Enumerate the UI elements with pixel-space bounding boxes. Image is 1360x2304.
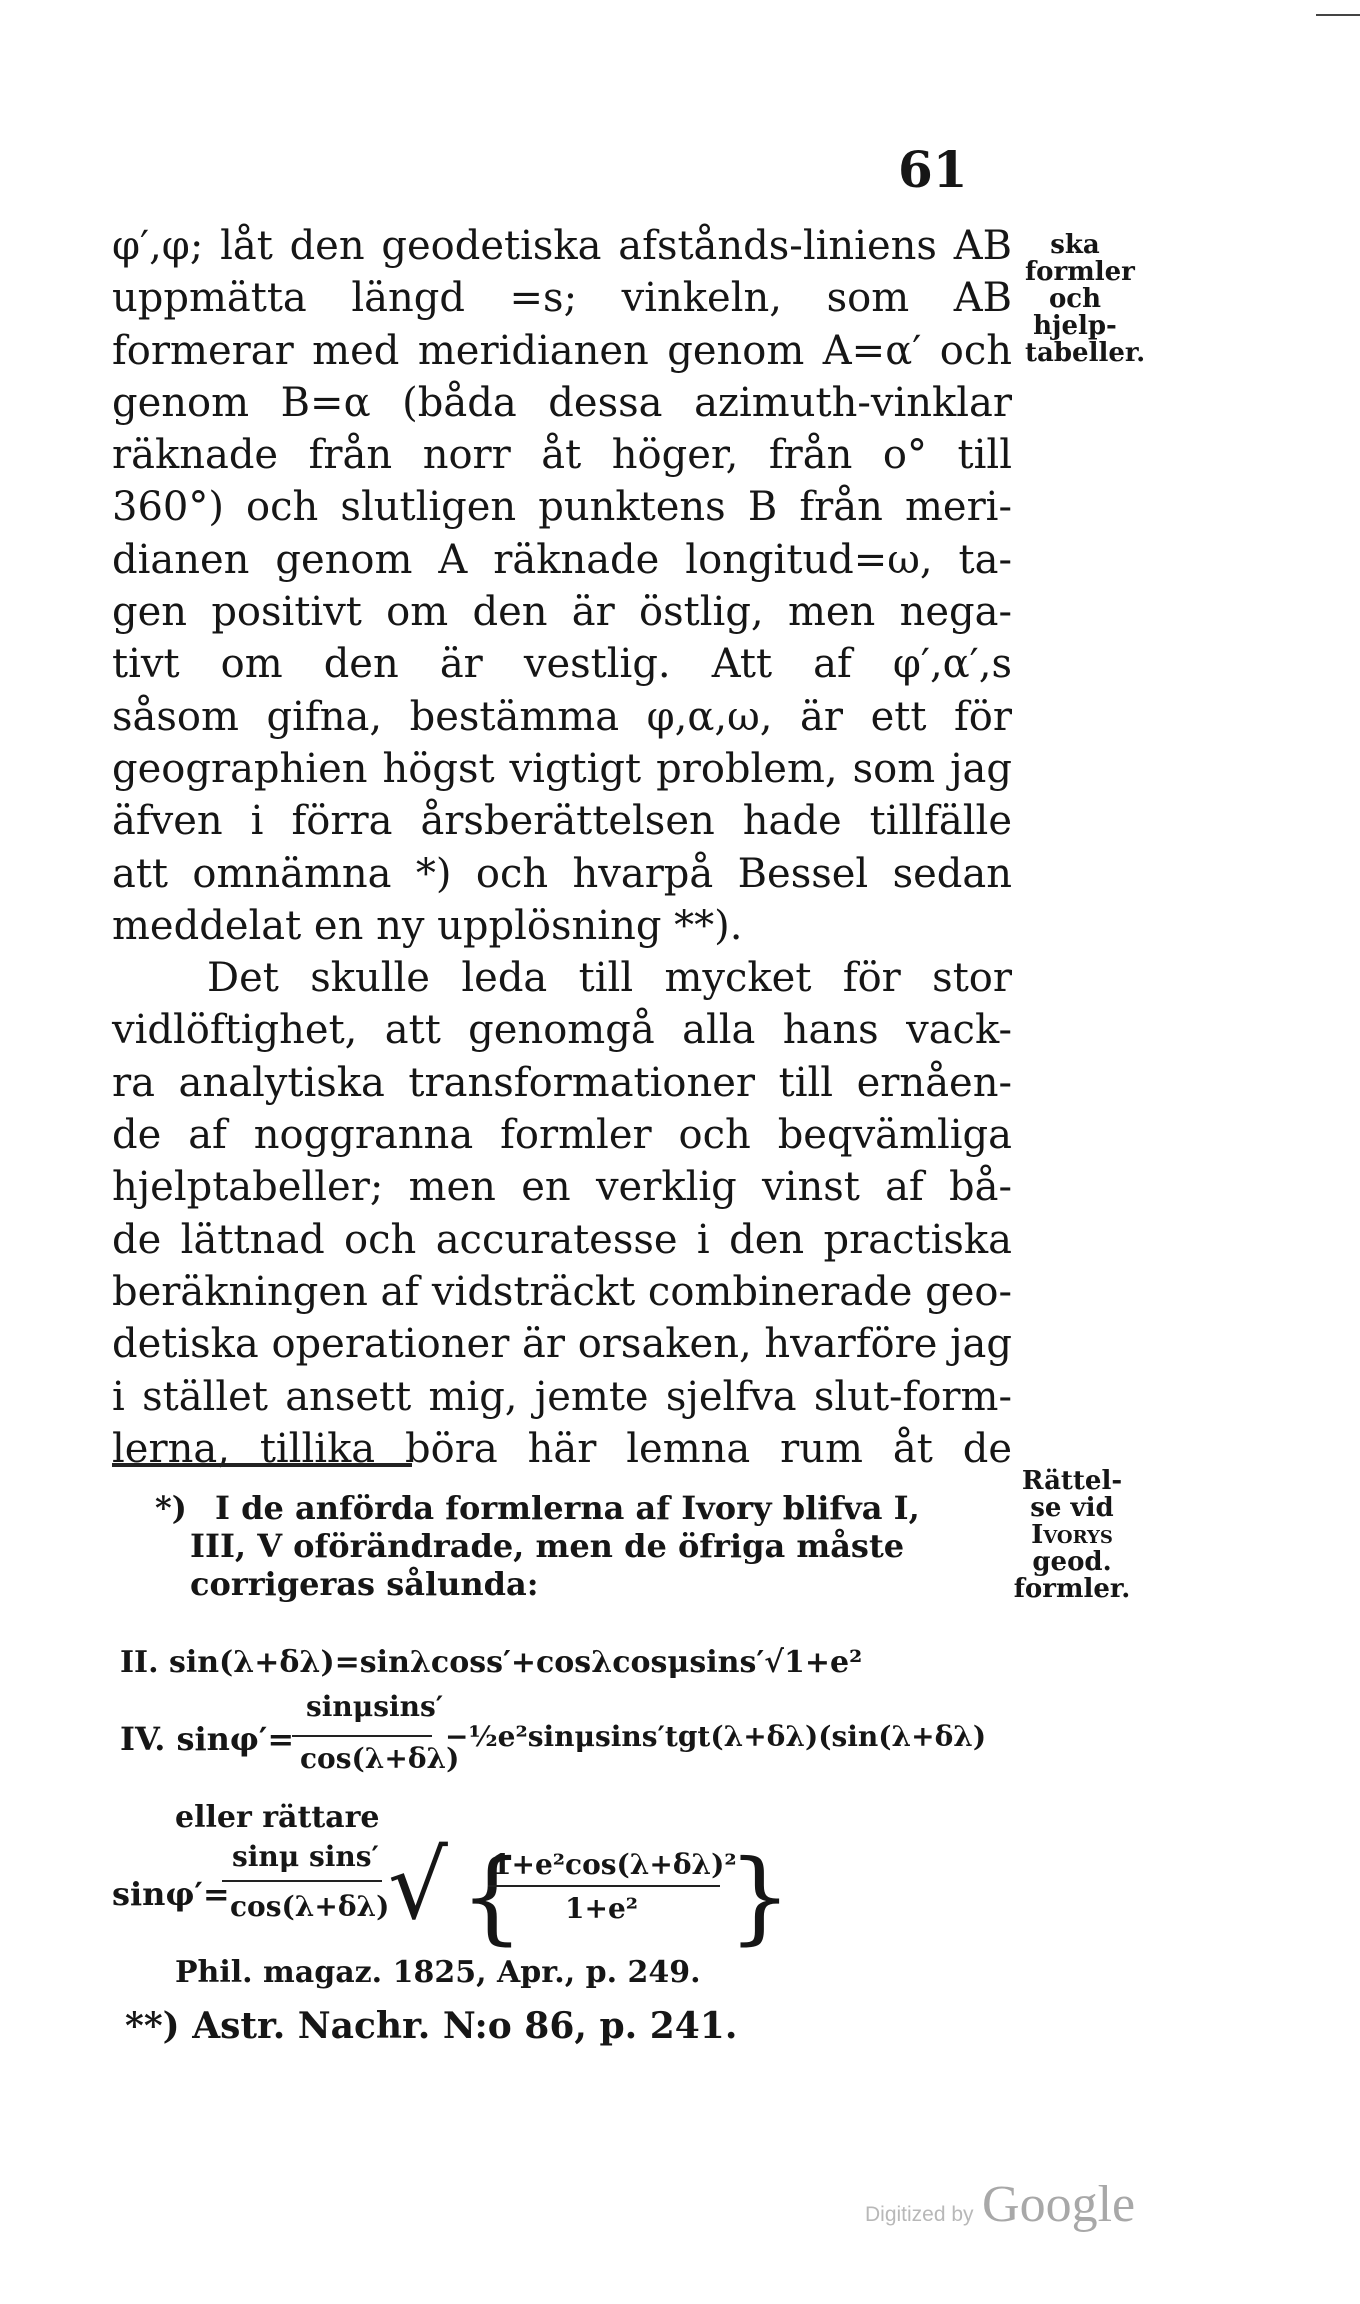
page-edge-line xyxy=(1316,14,1360,16)
footnote-line-text: corrigeras sålunda: xyxy=(190,1565,539,1603)
fraction-bar xyxy=(222,1880,382,1882)
body-line: detiska operationer är orsaken, hvarföre jag xyxy=(112,1321,1012,1368)
margin-note-line: tabeller. xyxy=(1025,338,1146,368)
body-text xyxy=(112,220,1012,1475)
formula-brace-numerator: 1+e²cos(λ+δλ)² xyxy=(492,1848,737,1881)
margin-note-line: geod. xyxy=(1032,1547,1112,1577)
margin-note-line: ska xyxy=(1050,230,1100,260)
body-line: 360°) och slutligen punktens B från meri- xyxy=(112,484,1012,531)
body-line: genom B=α (båda dessa azimuth-vinklar xyxy=(112,379,1012,426)
footnote-2: **) Astr. Nachr. N:o 86, p. 241. xyxy=(125,2005,738,2047)
formula-sin-denominator: cos(λ+δλ) xyxy=(230,1890,390,1923)
body-line: äfven i förra årsberättelsen hade tillfälle xyxy=(112,798,1012,845)
body-line: lerna, tillika böra här lemna rum åt de xyxy=(112,1425,1012,1472)
margin-note-line: Rättel- xyxy=(1021,1466,1123,1496)
margin-note-line: formler. xyxy=(1013,1574,1131,1604)
body-line: i stället ansett mig, jemte sjelfva slut-form- xyxy=(112,1373,1012,1420)
margin-note-formulas xyxy=(1025,230,1146,368)
footnote-line xyxy=(215,1490,1005,1526)
formula-iv-tail: −½e²sinμsins′tgt(λ+δλ)(sin(λ+δλ) xyxy=(445,1720,987,1753)
margin-note-line: Ivorys xyxy=(1031,1520,1113,1550)
body-line: de af noggranna formler och beqvämliga xyxy=(112,1112,1012,1159)
formula-iv-numerator: sinμsins′ xyxy=(306,1690,444,1723)
footnote-line-text: III, V oförändrade, men de öfriga måste xyxy=(190,1527,905,1565)
body-line: meddelat en ny upplösning **). xyxy=(112,902,743,949)
formula-brace-denominator: 1+e² xyxy=(565,1892,639,1925)
margin-note-line: och xyxy=(1048,284,1102,314)
formula-ii: II. sin(λ+δλ)=sinλcoss′+cosλcosμsins′√1+e² xyxy=(120,1645,863,1680)
body-line: Det skulle leda till mycket för stor xyxy=(207,955,1012,1002)
google-logo-text: Google xyxy=(982,2176,1136,2233)
body-line: de lättnad och accuratesse i den practiska xyxy=(112,1216,1012,1263)
footnote-line xyxy=(190,1566,539,1602)
body-line: tivt om den är vestlig. Att af φ′,α′,s xyxy=(112,641,1012,688)
body-line: räknade från norr åt höger, från o° till xyxy=(112,432,1012,479)
body-line: vidlöftighet, att genomgå alla hans vack- xyxy=(112,1007,1012,1054)
watermark-small-text: Digitized by xyxy=(865,2203,974,2226)
margin-note-line: hjelp- xyxy=(1033,311,1117,341)
footnote-mark xyxy=(155,1490,187,1526)
body-line: hjelptabeller; men en verklig vinst af bå- xyxy=(112,1164,1012,1211)
citation-phil-magaz: Phil. magaz. 1825, Apr., p. 249. xyxy=(175,1955,701,1990)
fraction-bar xyxy=(488,1885,720,1887)
left-brace: { xyxy=(460,1838,524,1955)
margin-note-corrections xyxy=(1012,1468,1132,1603)
footnote-line xyxy=(190,1528,904,1564)
body-line: såsom gifna, bestämma φ,α,ω, är ett för xyxy=(112,693,1012,740)
fraction-bar xyxy=(292,1735,432,1737)
footnote-mark-text: *) xyxy=(155,1489,187,1527)
right-brace: } xyxy=(728,1838,792,1955)
digitized-by-google-watermark xyxy=(865,2175,1135,2234)
body-line: φ′,φ; låt den geodetiska afstånds-liniens AB xyxy=(112,223,1012,269)
body-line: geographien högst vigtigt problem, som jag xyxy=(112,745,1012,792)
formula-sin-left: sinφ′= xyxy=(112,1875,230,1913)
body-line: ra analytiska transformationer till ernåen- xyxy=(112,1059,1012,1106)
footnote-line-text: I de anförda formlerna af Ivory blifva I, xyxy=(215,1489,920,1527)
formula-iv-denominator: cos(λ+δλ) xyxy=(300,1742,460,1775)
margin-note-line: formler xyxy=(1025,257,1135,287)
eller-rattare-label: eller rättare xyxy=(175,1800,380,1835)
margin-note-line: se vid xyxy=(1030,1493,1114,1523)
body-line: att omnämna *) och hvarpå Bessel sedan xyxy=(112,850,1012,897)
radical-sign: √ xyxy=(388,1832,448,1941)
body-line: gen positivt om den är östlig, men nega- xyxy=(112,589,1012,636)
body-line: uppmätta längd =s; vinkeln, som AB xyxy=(112,275,1012,322)
footnote-rule xyxy=(112,1463,412,1467)
body-line: beräkningen af vidsträckt combinerade geo- xyxy=(112,1268,1012,1315)
formula-iv-left: IV. sinφ′= xyxy=(120,1720,295,1758)
page-number: 61 xyxy=(898,140,968,199)
body-line: formerar med meridianen genom A=α′ och xyxy=(112,327,1012,374)
formula-sin-numerator: sinμ sins′ xyxy=(232,1840,379,1873)
body-line: dianen genom A räknade longitud=ω, ta- xyxy=(112,536,1012,583)
